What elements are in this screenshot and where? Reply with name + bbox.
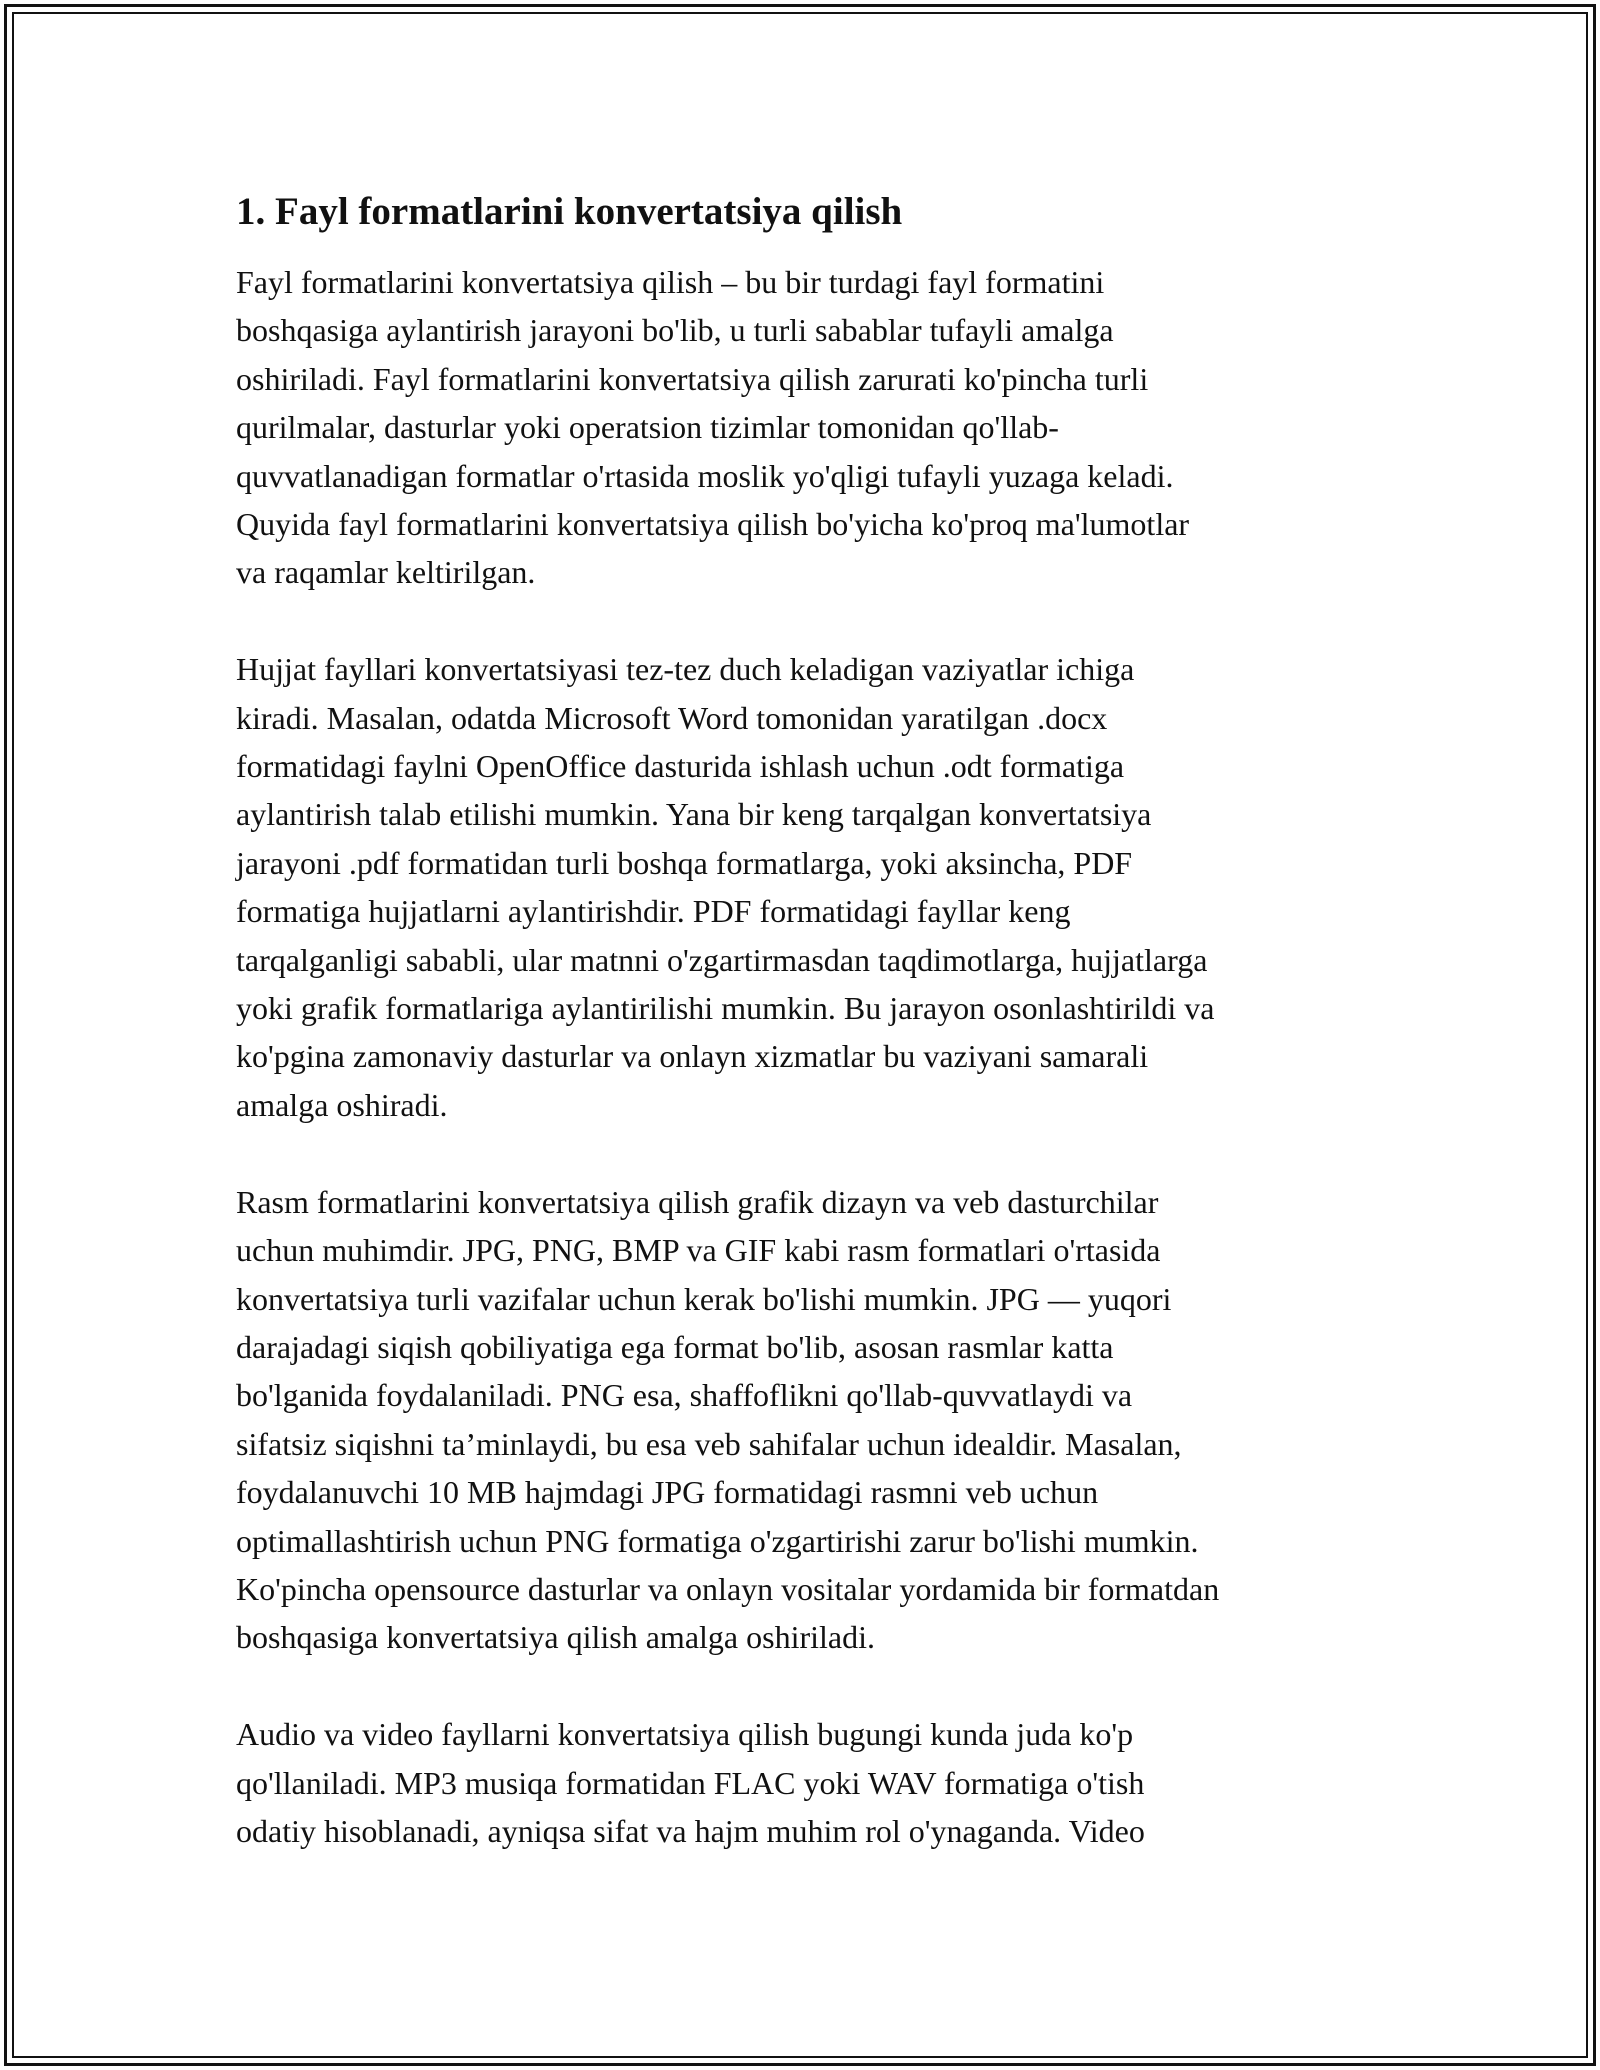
document-body	[236, 186, 1376, 1855]
paragraph-line: sifatsiz siqishni ta’minlaydi, bu esa veb sahifalar uchun idealdir. Masalan,	[236, 1425, 1182, 1462]
paragraph-line: jarayoni .pdf formatidan turli boshqa formatlarga, yoki aksincha, PDF	[236, 844, 1133, 881]
paragraph-line: Fayl formatlarini konvertatsiya qilish – bu bir turdagi fayl formatini	[236, 264, 1105, 300]
paragraph-line: tarqalganligi sababli, ular matnni o'zgartirmasdan taqdimotlarga, hujjatlarga	[236, 941, 1208, 978]
paragraph-line: kiradi. Masalan, odatda Microsoft Word tomonidan yaratilgan .docx	[236, 699, 1108, 736]
paragraph-line: qurilmalar, dasturlar yoki operatsion tizimlar tomonidan qo'llab-	[236, 409, 1059, 446]
paragraph-line: qo'llaniladi. MP3 musiqa formatidan FLAC yoki WAV formatiga o'tish	[236, 1764, 1145, 1801]
paragraph-audio-video	[236, 1710, 1376, 1855]
paragraph-line: boshqasiga aylantirish jarayoni bo'lib, u turli sabablar tufayli amalga	[236, 312, 1114, 349]
paragraph-line: Ko'pincha opensource dasturlar va onlayn vositalar yordamida bir formatdan	[236, 1570, 1220, 1607]
paragraph-line: uchun muhimdir. JPG, PNG, BMP va GIF kabi rasm formatlari o'rtasida	[236, 1232, 1161, 1269]
paragraph-line: odatiy hisoblanadi, ayniqsa sifat va hajm muhim rol o'ynaganda. Video	[236, 1812, 1145, 1849]
paragraph-documents	[236, 645, 1376, 1129]
paragraph-line: darajadagi siqish qobiliyatiga ega format bo'lib, asosan rasmlar katta	[236, 1328, 1114, 1365]
paragraph-line: Rasm formatlarini konvertatsiya qilish grafik dizayn va veb dasturchilar	[236, 1183, 1159, 1220]
paragraph-line: oshiriladi. Fayl formatlarini konvertatsiya qilish zarurati ko'pincha turli	[236, 360, 1149, 397]
paragraph-line: amalga oshiradi.	[236, 1086, 448, 1123]
paragraph-line: aylantirish talab etilishi mumkin. Yana bir keng tarqalgan konvertatsiya	[236, 796, 1152, 833]
paragraph-line: konvertatsiya turli vazifalar uchun kerak bo'lishi mumkin. JPG — yuqori	[236, 1280, 1172, 1317]
paragraph-line: va raqamlar keltirilgan.	[236, 554, 536, 591]
section-heading: 1. Fayl formatlarini konvertatsiya qilish	[236, 190, 903, 233]
paragraph-line: bo'lganida foydalaniladi. PNG esa, shaffoflikni qo'llab-quvvatlaydi va	[236, 1377, 1133, 1414]
paragraph-line: quvvatlanadigan formatlar o'rtasida moslik yo'qligi tufayli yuzaga keladi.	[236, 457, 1174, 494]
paragraph-line: Hujjat fayllari konvertatsiyasi tez-tez duch keladigan vaziyatlar ichiga	[236, 651, 1135, 688]
paragraph-line: Audio va video fayllarni konvertatsiya qilish bugungi kunda juda ko'p	[236, 1716, 1134, 1753]
paragraph-line: ko'pgina zamonaviy dasturlar va onlayn xizmatlar bu vaziyani samarali	[236, 1038, 1149, 1075]
paragraph-line: boshqasiga konvertatsiya qilish amalga oshiriladi.	[236, 1619, 875, 1656]
paragraph-images	[236, 1178, 1376, 1662]
paragraph-intro	[236, 258, 1376, 597]
paragraph-line: foydalanuvchi 10 MB hajmdagi JPG formatidagi rasmni veb uchun	[236, 1474, 1099, 1511]
paragraph-line: yoki grafik formatlariga aylantirilishi mumkin. Bu jarayon osonlashtirildi va	[236, 990, 1215, 1027]
paragraph-line: formatiga hujjatlarni aylantirishdir. PDF formatidagi fayllar keng	[236, 893, 1071, 930]
paragraph-line: formatidagi faylni OpenOffice dasturida ishlash uchun .odt formatiga	[236, 748, 1125, 785]
paragraph-line: Quyida fayl formatlarini konvertatsiya qilish bo'yicha ko'proq ma'lumotlar	[236, 506, 1190, 543]
paragraph-line: optimallashtirish uchun PNG formatiga o'zgartirishi zarur bo'lishi mumkin.	[236, 1522, 1199, 1559]
